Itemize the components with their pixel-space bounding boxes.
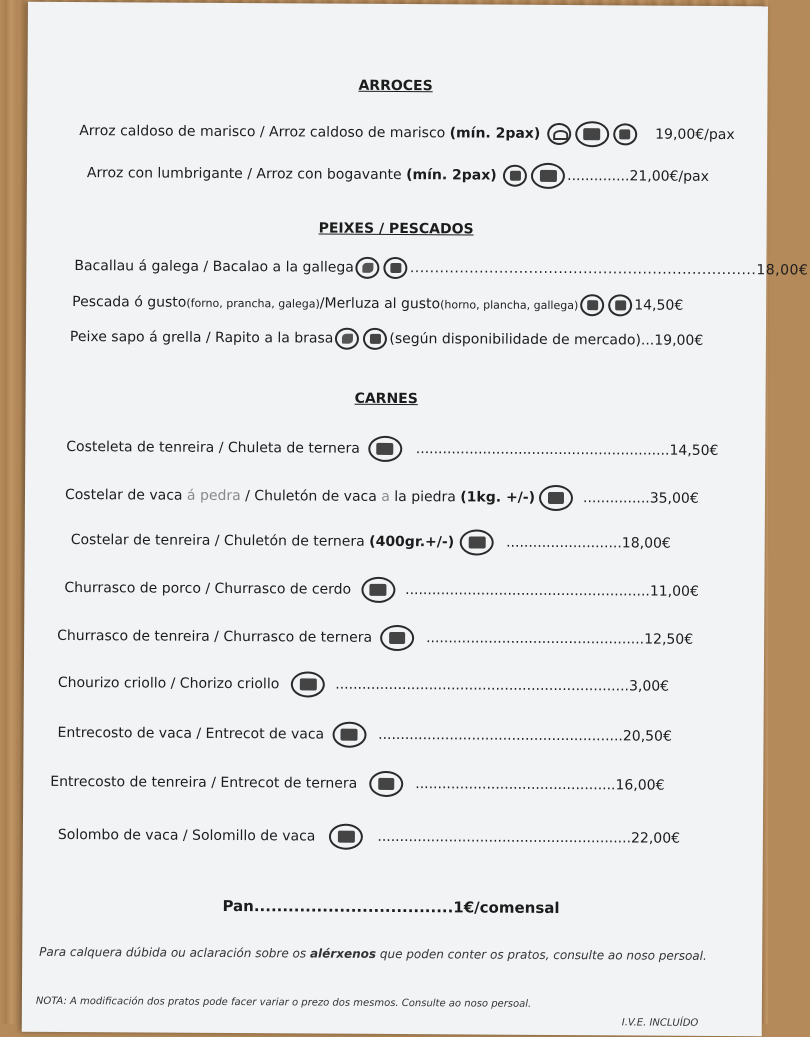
iva-included: I.V.E. INCLUÍDO (621, 1017, 699, 1029)
meat-origin-icon (332, 722, 366, 748)
menu-item-churrasco-tenreira: Churrasco de tenreira / Churrasco de ternera .................................................12,50€ (57, 623, 693, 653)
gluten-allergen-icon (531, 163, 565, 189)
section-title-carnes: CARNES (354, 390, 418, 408)
menu-item-peixe-sapo: Peixe sapo á grella / Rapito a la brasa (según disponibilidade de mercado)...19,00€ (69, 329, 704, 349)
egg-allergen-icon (580, 294, 604, 316)
gluten-allergen-icon (608, 294, 632, 316)
menu-sheet (22, 2, 809, 1037)
menu-item-arroz-caldoso: Arroz caldoso de marisco / Arroz caldoso de marisco (mín. 2pax) 19,00€/pax (79, 118, 735, 148)
menu-item-bacallau: Bacallau á galega / Bacalao a la gallega ......................................................................18,00€ (74, 258, 809, 279)
crustacean-allergen-icon (613, 123, 637, 145)
meat-origin-icon (539, 485, 573, 511)
price-note: NOTA: A modificación dos pratos pode facer variar o prezo dos mesmos. Consulte ao noso persoal. (35, 995, 532, 1010)
fish-allergen-icon (335, 328, 359, 350)
bread-price: Pan...................................1€/comensal (222, 896, 560, 918)
section-title-arroces: ARROCES (358, 77, 433, 95)
menu-item-churrasco-porco: Churrasco de porco / Churrasco de cerdo .......................................................11,00€ (64, 575, 699, 605)
shellfish-allergen-icon (547, 123, 571, 145)
fish-allergen-icon (356, 257, 380, 279)
menu-item-costeleta-tenreira: Costeleta de tenreira / Chuleta de ternera .........................................................14,50€ (66, 434, 718, 464)
menu-item-costelar-vaca: Costelar de vaca á pedra / Chuletón de vaca a la piedra (1kg. +/-) ...............35,00€ (65, 482, 699, 512)
menu-item-pescada: Pescada ó gusto(forno, prancha, galega)/Merluza al gusto(horno, plancha, gallega) 14,50€ (72, 291, 683, 317)
menu-item-entrecosto-vaca: Entrecosto de vaca / Entrecot de vaca .......................................................20,50€ (57, 720, 672, 750)
menu-item-entrecosto-tenreira: Entrecosto de tenreira / Entrecot de ternera .............................................16,00€ (50, 769, 664, 799)
gluten-allergen-icon (575, 121, 609, 147)
menu-item-arroz-lumbrigante: Arroz con lumbrigante / Arroz con bogavante (mín. 2pax) ..............21,00€/pax (87, 160, 709, 190)
meat-origin-icon (460, 529, 494, 555)
menu-item-costelar-tenreira: Costelar de tenreira / Chuletón de ternera (400gr.+/-) ..........................18,00€ (71, 527, 671, 557)
allergen-notice: Para calquera dúbida ou aclaración sobre os alérxenos que poden conter os pratos, consulte ao noso persoal. (39, 944, 707, 963)
crustacean-allergen-icon (503, 165, 527, 187)
meat-origin-icon (291, 671, 325, 697)
gluten-allergen-icon (363, 328, 387, 350)
meat-origin-icon (380, 625, 414, 651)
section-title-peixes: PEIXES / PESCADOS (318, 220, 474, 238)
menu-item-chourizo-criollo: Chourizo criollo / Chorizo criollo ..................................................................3,00€ (58, 670, 669, 700)
menu-item-solombo-vaca: Solombo de vaca / Solomillo de vaca .........................................................22,00€ (58, 822, 680, 852)
gluten-allergen-icon (384, 257, 408, 279)
meat-origin-icon (361, 577, 395, 603)
meat-origin-icon (368, 436, 402, 462)
meat-origin-icon (329, 824, 363, 850)
meat-origin-icon (369, 771, 403, 797)
